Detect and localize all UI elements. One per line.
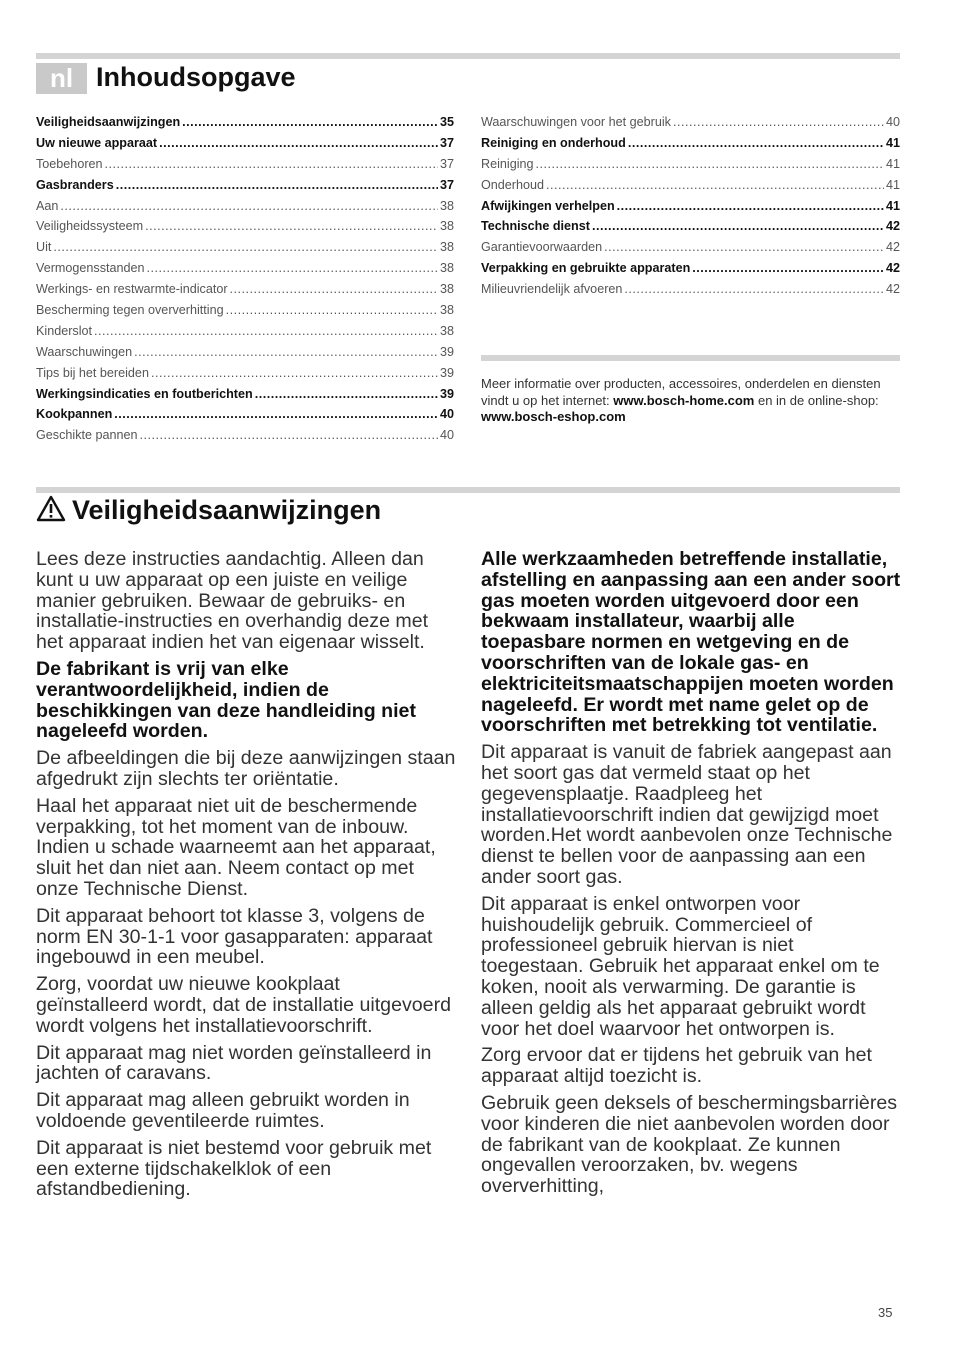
toc-entry-label: Verpakking en gebruikte apparaten <box>481 261 691 276</box>
toc-entry-page: 40 <box>885 115 900 129</box>
toc-entry-page: 38 <box>439 198 454 213</box>
toc-leader-dots <box>151 366 438 380</box>
toc-entry[interactable] <box>36 387 454 408</box>
toc-entry-page: 42 <box>885 240 900 255</box>
paragraph: Haal het apparaat niet uit de beschermende verpakking, tot het moment van de inbouw. Indien u schade waarneemt aan het apparaat, sluit het dan niet aan. Neem contact op met onze Technische Dienst. <box>36 794 436 900</box>
toc-entry-page: 39 <box>439 365 454 380</box>
toc-entry-page: 38 <box>439 323 454 338</box>
toc-entry[interactable] <box>481 199 900 220</box>
toc-leader-dots <box>692 261 884 275</box>
toc-entry-page: 41 <box>885 135 900 150</box>
toc-entry-label: Aan <box>36 198 59 213</box>
toc-entry-label: Veiligheidssysteem <box>36 219 144 234</box>
toc-entry-page: 38 <box>439 240 454 255</box>
toc-leader-dots <box>114 407 438 421</box>
paragraph: Dit apparaat mag alleen gebruikt worden in voldoende geventileerde ruimtes. <box>36 1089 410 1132</box>
info-rule <box>481 355 900 361</box>
paragraph: Zorg ervoor dat er tijdens het gebruik van het apparaat altijd toezicht is. <box>481 1044 873 1088</box>
section-rule <box>36 487 900 493</box>
toc-entry-page: 39 <box>439 386 454 401</box>
toc-entry[interactable] <box>36 324 454 345</box>
toc-entry-label: Gasbranders <box>36 177 114 192</box>
toc-entry-label: Waarschuwingen <box>36 344 133 359</box>
toc-leader-dots <box>230 282 438 296</box>
toc-leader-dots <box>546 178 884 192</box>
toc-entry-page: 37 <box>439 177 454 192</box>
toc-entry[interactable] <box>36 240 454 261</box>
toc-leader-dots <box>53 240 438 254</box>
toc-entry[interactable] <box>36 199 454 220</box>
info-text-part-2: en in de online-shop: <box>754 392 879 408</box>
toc-entry-label: Werkings- en restwarmte-indicator <box>36 282 228 297</box>
paragraph: Dit apparaat mag niet worden geïnstalleerd in jachten of caravans. <box>36 1041 432 1085</box>
bosch-eshop-link[interactable]: www.bosch-eshop.com <box>481 409 626 424</box>
paragraph: Dit apparaat is vanuit de fabriek aangepast aan het soort gas dat vermeld staat op het gegevensplaatje. Raadpleeg het installatievoorschrift indien dat gewijzigd moet worden.Het wordt aanbevolen onze Technische dienst te bellen voor de aanpassing aan een ander soort gas. <box>481 741 893 888</box>
toc-entry[interactable] <box>36 115 454 136</box>
toc-entry[interactable] <box>36 157 454 178</box>
paragraph: Dit apparaat is niet bestemd voor gebruik met een externe tijdschakelklok of een afstandbediening. <box>36 1136 432 1201</box>
toc-entry-label: Onderhoud <box>481 177 545 192</box>
toc-entry-page: 37 <box>439 156 454 171</box>
toc-leader-dots <box>116 178 438 192</box>
toc-entry[interactable] <box>36 136 454 157</box>
paragraph: Dit apparaat behoort tot klasse 3, volgens de norm EN 30-1-1 voor gasapparaten: apparaat ingebouwd in een meubel. <box>36 904 433 969</box>
safety-right-column <box>481 549 901 1203</box>
toc-entry[interactable] <box>36 261 454 282</box>
toc-entry[interactable] <box>36 345 454 366</box>
toc-entry-label: Kookpannen <box>36 407 113 422</box>
toc-entry-page: 40 <box>439 428 454 443</box>
toc-leader-dots <box>159 136 438 150</box>
toc-entry-page: 38 <box>439 303 454 318</box>
top-rule <box>36 53 900 59</box>
toc-leader-dots <box>134 345 438 359</box>
toc-entry[interactable] <box>36 428 454 449</box>
toc-entry-label: Garantievoorwaarden <box>481 240 603 255</box>
toc-entry-page: 38 <box>439 261 454 276</box>
toc-entry[interactable] <box>36 407 454 428</box>
toc-entry[interactable] <box>481 261 900 282</box>
toc-leader-dots <box>147 261 438 275</box>
toc-entry[interactable] <box>481 240 900 261</box>
toc-left-column <box>36 115 454 449</box>
safety-title <box>36 495 381 526</box>
toc-leader-dots <box>617 199 884 213</box>
toc-entry-page: 41 <box>885 177 900 192</box>
toc-entry-label: Reiniging en onderhoud <box>481 135 626 150</box>
toc-leader-dots <box>604 240 884 254</box>
paragraph: Dit apparaat is enkel ontworpen voor huishoudelijk gebruik. Commercieel of professioneel gebruik hiervan is niet toegestaan. Gebruik het apparaat enkel om te koken, nooit als verwarming. De garantie is alleen geldig als het apparaat gebruikt wordt voor het doel waarvoor het ontworpen is. <box>481 892 880 1040</box>
toc-leader-dots <box>105 157 438 171</box>
page-number: 35 <box>878 1305 893 1320</box>
toc-right-column <box>481 115 900 303</box>
safety-title-text: Veiligheidsaanwijzingen <box>72 495 382 525</box>
bold-paragraph: Alle werkzaamheden betreffende installatie, afstelling en aanpassing aan een ander soort gas moeten worden uitgevoerd door een bekwaam installateur, waarbij alle toepasbare normen en wetgeving en de voorschriften van de lokale gas- en elektriciteitsmaatschappijen moeten worden nageleefd. Er wordt met name gelet op de voorschriften met betrekking tot ventilatie. <box>481 548 901 737</box>
toc-entry-label: Technische dienst <box>481 219 590 234</box>
toc-entry-page: 42 <box>885 219 900 234</box>
paragraph: Lees deze instructies aandachtig. Alleen dan kunt u uw apparaat op een juiste en veilige manier gebruiken. Bewaar de gebruiks- en installatie-instructies en overhandig deze met het apparaat indien het van eigenaar wisselt. <box>36 548 429 654</box>
paragraph: Zorg, voordat uw nieuwe kookplaat geïnstalleerd wordt, dat de installatie uitgevoerd wordt volgens het installatievoorschrift. <box>36 973 451 1037</box>
toc-entry[interactable] <box>481 157 900 178</box>
toc-entry-label: Reiniging <box>481 156 534 171</box>
toc-leader-dots <box>94 324 438 338</box>
toc-leader-dots <box>145 219 438 233</box>
toc-entry-page: 41 <box>885 156 900 171</box>
toc-entry[interactable] <box>481 136 900 157</box>
toc-entry-page: 42 <box>885 261 900 276</box>
toc-entry-label: Vermogensstanden <box>36 261 145 276</box>
toc-entry-label: Milieuvriendelijk afvoeren <box>481 282 623 297</box>
paragraph: Gebruik geen deksels of beschermingsbarrières voor kinderen die niet aanbevolen worden door de fabrikant van de kookplaat. Ze kunnen ongevallen veroorzaken, bv. wegens oververhitting, <box>481 1091 898 1198</box>
toc-leader-dots <box>536 157 884 171</box>
language-badge: nl <box>36 63 87 94</box>
toc-entry[interactable] <box>36 366 454 387</box>
toc-entry[interactable] <box>36 219 454 240</box>
toc-entry-page: 40 <box>439 407 454 422</box>
toc-entry-label: Tips bij het bereiden <box>36 365 149 380</box>
toc-entry-label: Afwijkingen verhelpen <box>481 198 615 213</box>
toc-entry-page: 37 <box>439 135 454 150</box>
info-text-part-1: Meer informatie over producten, accessoires, onderdelen en diensten vindt u op het internet: <box>481 376 881 408</box>
toc-entry-label: Werkingsindicaties en foutberichten <box>36 386 253 401</box>
toc-leader-dots <box>60 199 438 213</box>
toc-entry-label: Geschikte pannen <box>36 428 138 443</box>
toc-entry-label: Uit <box>36 240 52 255</box>
toc-entry[interactable] <box>481 219 900 240</box>
toc-entry[interactable] <box>36 303 454 324</box>
toc-entry-page: 39 <box>439 344 454 359</box>
toc-leader-dots <box>255 387 438 401</box>
toc-entry[interactable] <box>481 282 900 303</box>
toc-leader-dots <box>182 115 438 129</box>
toc-entry-label: Uw nieuwe apparaat <box>36 135 158 150</box>
bosch-home-link[interactable]: www.bosch-home.com <box>613 392 755 408</box>
toc-entry-page: 35 <box>439 115 454 129</box>
safety-left-column <box>36 549 456 1206</box>
toc-entry[interactable] <box>481 115 900 136</box>
toc-leader-dots <box>226 303 438 317</box>
toc-leader-dots <box>628 136 884 150</box>
toc-entry[interactable] <box>36 282 454 303</box>
toc-entry-page: 41 <box>885 198 900 213</box>
toc-entry-page: 42 <box>885 282 900 297</box>
toc-title: Inhoudsopgave <box>96 62 296 92</box>
toc-entry-label: Toebehoren <box>36 156 103 171</box>
toc-entry-label: Kinderslot <box>36 323 93 338</box>
toc-entry[interactable] <box>36 178 454 199</box>
toc-entry-label: Bescherming tegen oververhitting <box>36 303 224 318</box>
toc-leader-dots <box>673 115 884 129</box>
toc-entry[interactable] <box>481 178 900 199</box>
toc-leader-dots <box>592 219 884 233</box>
toc-entry-label: Veiligheidsaanwijzingen <box>36 115 181 129</box>
warning-icon <box>36 495 66 522</box>
toc-leader-dots <box>624 282 884 296</box>
toc-entry-page: 38 <box>439 282 454 297</box>
toc-entry-label: Waarschuwingen voor het gebruik <box>481 115 671 129</box>
paragraph: De afbeeldingen die bij deze aanwijzingen staan afgedrukt zijn slechts ter oriëntatie. <box>36 747 456 790</box>
bold-paragraph: De fabrikant is vrij van elke verantwoordelijkheid, indien de beschikkingen van deze handleiding niet nageleefd worden. <box>36 657 416 743</box>
info-text <box>481 376 900 426</box>
toc-leader-dots <box>140 428 438 442</box>
toc-entry-page: 38 <box>439 219 454 234</box>
